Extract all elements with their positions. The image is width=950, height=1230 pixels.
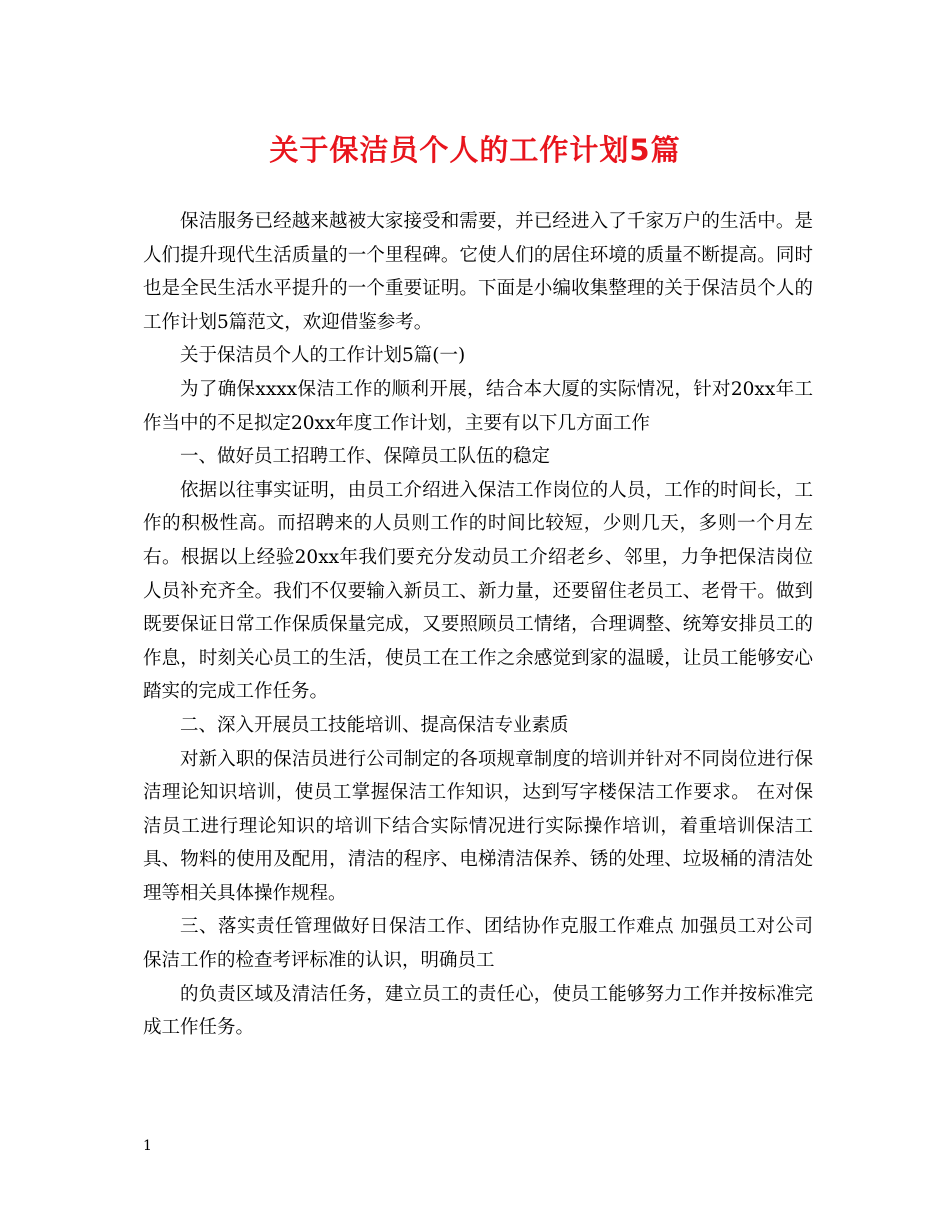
document-body (143, 205, 813, 1045)
item-two-paragraph: 对新入职的保洁员进行公司制定的各项规章制度的培训并针对不同岗位进行保洁理论知识培训，使员工掌握保洁工作知识，达到写字楼保洁工作要求。 在对保洁员工进行理论知识的培训下结合实际情况进行实际操作培训，着重培训保洁工具、物料的使用及配用，清洁的程序、电梯清洁保养、锈的处理、垃圾桶的清洁处理等相关具体操作规程。 (143, 748, 813, 904)
item-heading-two: 二、深入开展员工技能培训、提高保洁专业素质 (180, 714, 569, 736)
item-heading-one: 一、做好员工招聘工作、保障员工队伍的稳定 (180, 446, 551, 468)
intro-paragraph: 保洁服务已经越来越被大家接受和需要，并已经进入了千家万户的生活中。是人们提升现代生活质量的一个里程碑。它使人们的居住环境的质量不断提高。同时也是全民生活水平提升的一个重要证明。下面是小编收集整理的关于保洁员个人的工作计划5篇范文，欢迎借鉴参考。 (143, 211, 813, 333)
page-number: 1 (143, 1138, 152, 1154)
item-one-paragraph: 依据以往事实证明，由员工介绍进入保洁工作岗位的人员，工作的时间长，工作的积极性高。而招聘来的人员则工作的时间比较短，少则几天，多则一个月左右。根据以上经验20xx年我们要充分发动员工介绍老乡、邻里，力争把保洁岗位人员补充齐全。我们不仅要输入新员工、新力量，还要留住老员工、老骨干。做到既要保证日常工作保质保量完成，又要照顾员工情绪，合理调整、统筹安排员工的作息，时刻关心员工的生活，使员工在工作之余感觉到家的温暖，让员工能够安心踏实的完成工作任务。 (143, 479, 813, 703)
item-three-paragraph: 的负责区域及清洁任务，建立员工的责任心，使员工能够努力工作并按标准完成工作任务。 (143, 983, 813, 1039)
page-title: 关于保洁员个人的工作计划5篇 (269, 133, 681, 167)
section-heading-plan-one: 关于保洁员个人的工作计划5篇(一) (180, 345, 466, 367)
item-heading-three: 三、落实责任管理做好日保洁工作、团结协作克服工作难点 加强员工对公司保洁工作的检查考评标准的认识，明确员工 (143, 916, 813, 972)
plan-intro-paragraph: 为了确保xxxx保洁工作的顺利开展，结合本大厦的实际情况，针对20xx年工作当中的不足拟定20xx年度工作计划，主要有以下几方面工作 (143, 378, 813, 434)
